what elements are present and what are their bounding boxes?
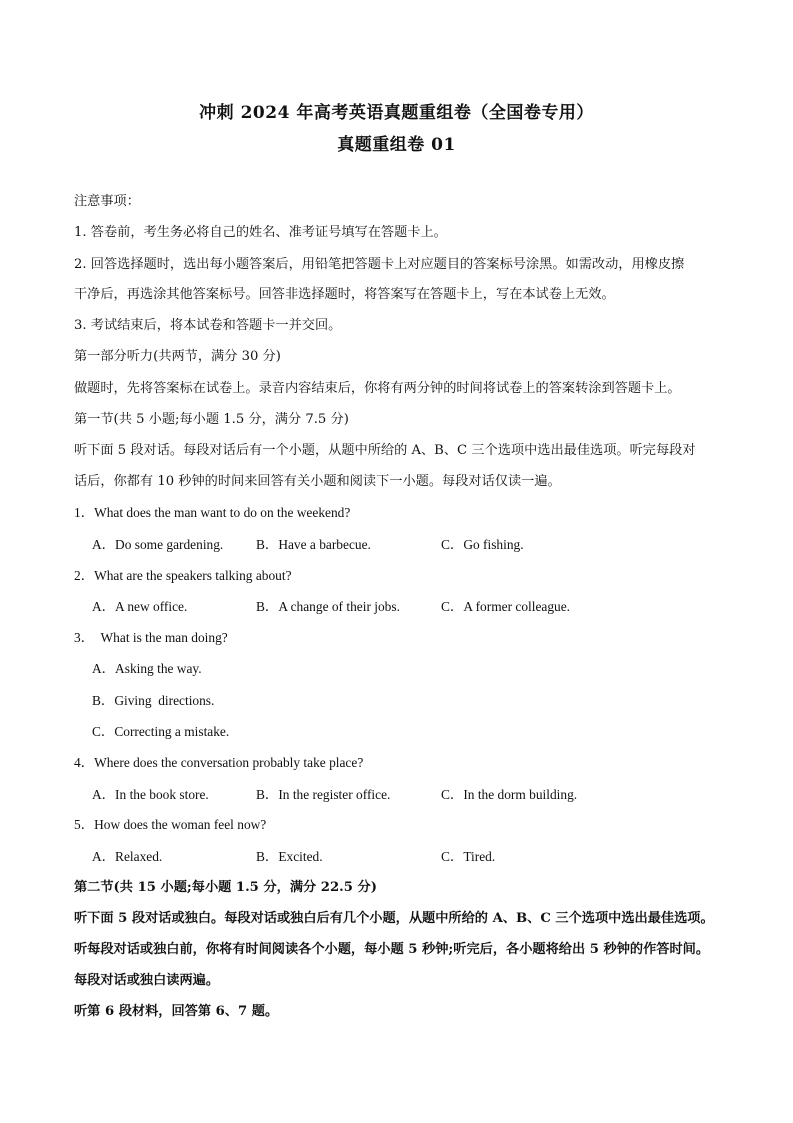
question-1-option-b[interactable]: B．Have a barbecue. [256,537,371,552]
question-3-option-c[interactable]: C．Correcting a mistake. [92,724,230,739]
question-4-stem: 4．Where does the conversation probably take place? [74,755,364,770]
notice-item-2-line-1: 2. 回答选择题时，选出每小题答案后，用铅笔把答题卡上对应题目的答案标号涂黑。如需改动，用橡皮擦 [74,257,685,272]
question-2-stem: 2．What are the speakers talking about? [74,568,292,583]
part1-instruction: 做题时，先将答案标在试卷上。录音内容结束后，你将有两分钟的时间将试卷上的答案转涂到答题卡上。 [74,381,681,396]
question-4-option-b[interactable]: B．In the register office. [256,787,391,802]
question-3-stem: 3． What is the man doing? [74,630,228,645]
page-title: 冲刺 2024 年高考英语真题重组卷（全国卷专用） [199,103,594,123]
question-2-option-c[interactable]: C．A former colleague. [441,599,571,614]
question-1-option-c[interactable]: C．Go fishing. [441,537,524,552]
page-subtitle: 真题重组卷 01 [337,135,456,155]
question-4-option-a[interactable]: A．In the book store. [92,787,209,802]
question-2-option-b[interactable]: B．A change of their jobs. [256,599,400,614]
part1-heading: 第一部分听力(共两节，满分 30 分) [74,349,281,364]
question-2-option-a[interactable]: A．A new office. [92,599,188,614]
question-1-option-a[interactable]: A．Do some gardening. [92,537,224,552]
notice-item-1: 1. 答卷前，考生务必将自己的姓名、准考证号填写在答题卡上。 [74,225,447,240]
section2-instruction-line-2: 听每段对话或独白前，你将有时间阅读各个小题，每小题 5 秒钟;听完后，各小题将给出 5 秒钟的作答时间。 [74,942,710,957]
section1-heading: 第一节(共 5 小题;每小题 1.5 分，满分 7.5 分) [74,412,349,427]
section1-instruction-line-1: 听下面 5 段对话。每段对话后有一个小题，从题中所给的 A、B、C 三个选项中选出最佳选项。听完每段对 [74,443,696,458]
question-5-stem: 5．How does the woman feel now? [74,817,267,832]
section2-heading: 第二节(共 15 小题;每小题 1.5 分，满分 22.5 分) [74,880,377,895]
section2-instruction-line-3: 每段对话或独白读两遍。 [74,973,220,988]
notice-item-3: 3. 考试结束后，将本试卷和答题卡一并交回。 [74,318,342,333]
question-1-stem: 1．What does the man want to do on the weekend? [74,505,351,520]
question-3-option-a[interactable]: A．Asking the way. [92,661,202,676]
question-5-option-b[interactable]: B．Excited. [256,849,323,864]
notice-heading: 注意事项： [74,194,140,209]
question-5-option-c[interactable]: C．Tired. [441,849,496,864]
question-4-option-c[interactable]: C．In the dorm building. [441,787,578,802]
notice-item-2-line-2: 干净后，再选涂其他答案标号。回答非选择题时，将答案写在答题卡上，写在本试卷上无效。 [74,287,615,302]
question-5-option-a[interactable]: A．Relaxed. [92,849,163,864]
section2-instruction-line-1: 听下面 5 段对话或独白。每段对话或独白后有几个小题，从题中所给的 A、B、C 三个选项中选出最佳选项。 [74,911,714,926]
section1-instruction-line-2: 话后，你都有 10 秒钟的时间来回答有关小题和阅读下一小题。每段对话仅读一遍。 [74,474,561,489]
material-6-heading: 听第 6 段材料，回答第 6、7 题。 [74,1004,279,1019]
question-3-option-b[interactable]: B．Giving directions. [92,693,215,708]
